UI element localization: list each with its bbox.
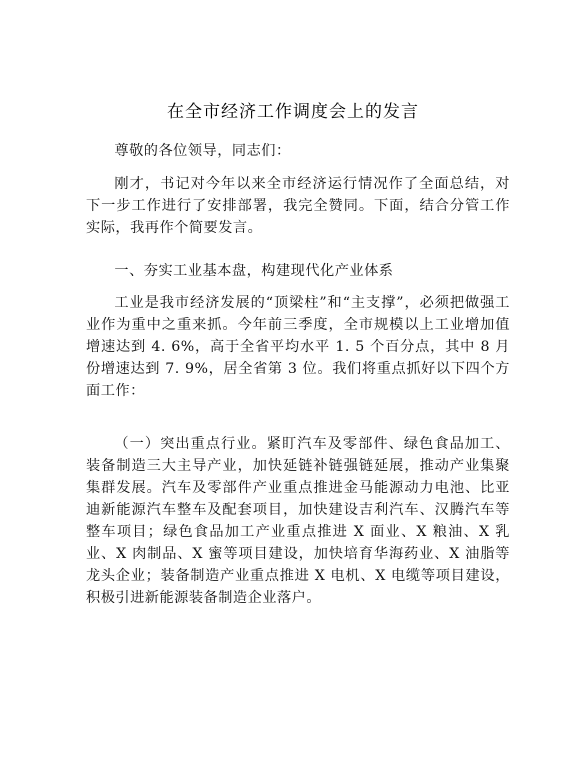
paragraph-industry — [86, 292, 510, 402]
salutation-text: 尊敬的各位领导，同志们： — [114, 143, 291, 159]
paragraph-intro — [86, 173, 510, 239]
salutation — [86, 140, 510, 162]
section-heading — [86, 260, 510, 282]
paragraph-text: （一）突出重点行业。紧盯汽车及零部件、绿色食品加工、装备制造三大主导产业，加快延链补链强链延展，推动产业集聚集群发展。汽车及零部件产业重点推进金马能源动力电池、比亚迪新能源汽车整车及配套项目，加快建设吉利汽车、汉腾汽车等整车项目；绿色食品加工产业重点推进 X 面业、X 粮油、X 乳业、X 肉制品、X 蜜等项目建设，加快培育华海药业、X 油脂等龙头企业；装备制造产业重点推进 X 电机、X 电缆等项目建设，积极引进新能源装备制造企业落户。 — [86, 436, 510, 606]
section-heading-text: 一、夯实工业基本盘，构建现代化产业体系 — [114, 263, 394, 279]
paragraph-text: 工业是我市经济发展的“顶梁柱”和“主支撑”，必须把做强工业作为重中之重来抓。今年前三季度，全市规模以上工业增加值增速达到 4. 6%，高于全省平均水平 1. 5 个百分点，其中 8 月份增速达到 7. 9%，居全省第 3 位。我们将重点抓好以下四个方面工作： — [86, 295, 510, 399]
document-title: 在全市经济工作调度会上的发言 — [167, 102, 419, 122]
paragraph-text: 刚才，书记对今年以来全市经济运行情况作了全面总结，对下一步工作进行了安排部署，我完全赞同。下面，结合分管工作实际，我再作个简要发言。 — [86, 176, 510, 236]
paragraph-key-industries — [86, 433, 510, 609]
